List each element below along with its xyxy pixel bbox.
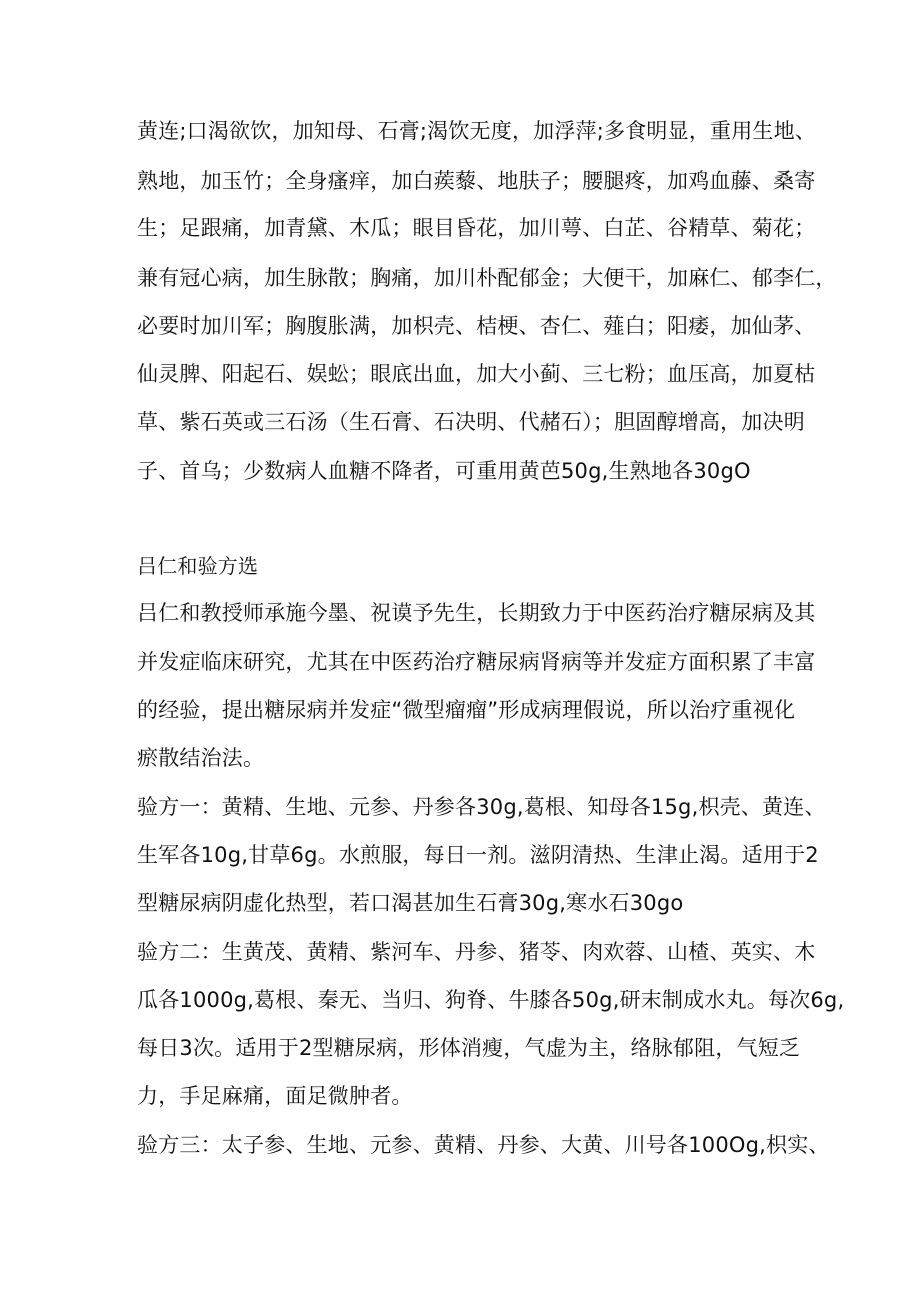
paragraph-1-line: 兼有冠心病，加生脉散；胸痛，加川朴配郁金；大便干，加麻仁、郁李仁， (137, 266, 837, 290)
paragraph-1-line: 黄连;口渴欲饮，加知母、石膏;渴饮无度，加浮萍;多食明显，重用生地、 (137, 119, 817, 143)
paragraph-1-line: 熟地，加玉竹；全身瘙痒，加白蒺藜、地肤子；腰腿疼，加鸡血藤、桑寄 (137, 169, 816, 193)
recipe-1-line: 生军各10g,甘草6g。水煎服，每日一剂。滋阴清热、生津止渴。适用于2 (137, 843, 819, 867)
recipe-2-line: 验方二：生黄茂、黄精、紫河车、丹参、猪苓、肉欢蓉、山楂、英实、木 (137, 940, 816, 964)
paragraph-1-line: 必要时加川军；胸腹胀满，加枳壳、桔梗、杏仁、薤白；阳痿，加仙茅、 (137, 314, 816, 338)
paragraph-1-line: 草、紫石英或三石汤（生石膏、石决明、代赭石）；胆固醇增高，加决明 (137, 410, 805, 434)
recipe-1-line: 型糖尿病阴虚化热型，若口渴甚加生石膏30g,寒水石30go (137, 891, 684, 915)
paragraph-1-line: 子、首乌；少数病人血糖不降者，可重用黄芭50g,生熟地各30gO (137, 459, 751, 483)
recipe-2-line: 力，手足麻痛，面足微肿者。 (137, 1084, 413, 1108)
recipe-2-line: 瓜各1000g,葛根、秦无、当归、狗脊、牛膝各50g,研末制成水丸。每次6g, (137, 988, 845, 1012)
paragraph-2-line: 的经验，提出糖尿病并发症“微型瘤瘤”形成病理假说，所以治疗重视化 (137, 698, 796, 722)
section-title: 吕仁和验方选 (137, 554, 259, 578)
paragraph-2-line: 瘀散结治法。 (137, 746, 265, 770)
recipe-1-line: 验方一：黄精、生地、元参、丹参各30g,葛根、知母各15g,枳壳、黄连、 (137, 795, 826, 819)
recipe-2-line: 每日3次。适用于2型糖尿病，形体消瘦，气虚为主，络脉郁阻，气短乏 (137, 1036, 801, 1060)
recipe-3-line: 验方三：太子参、生地、元参、黄精、丹参、大黄、川号各100Og,枳实、 (137, 1133, 830, 1157)
paragraph-2-line: 吕仁和教授师承施今墨、祝谟予先生，长期致力于中医药治疗糖尿病及其 (137, 601, 816, 625)
paragraph-1-line: 仙灵脾、阳起石、娱蚣；眼底出血，加大小蓟、三七粉；血压高，加夏枯 (137, 362, 816, 386)
paragraph-2-line: 并发症临床研究，尤其在中医药治疗糖尿病肾病等并发症方面积累了丰富 (137, 650, 816, 674)
paragraph-1-line: 生；足跟痛，加青黛、木瓜；眼目昏花，加川萼、白芷、谷精草、菊花； (137, 216, 816, 240)
